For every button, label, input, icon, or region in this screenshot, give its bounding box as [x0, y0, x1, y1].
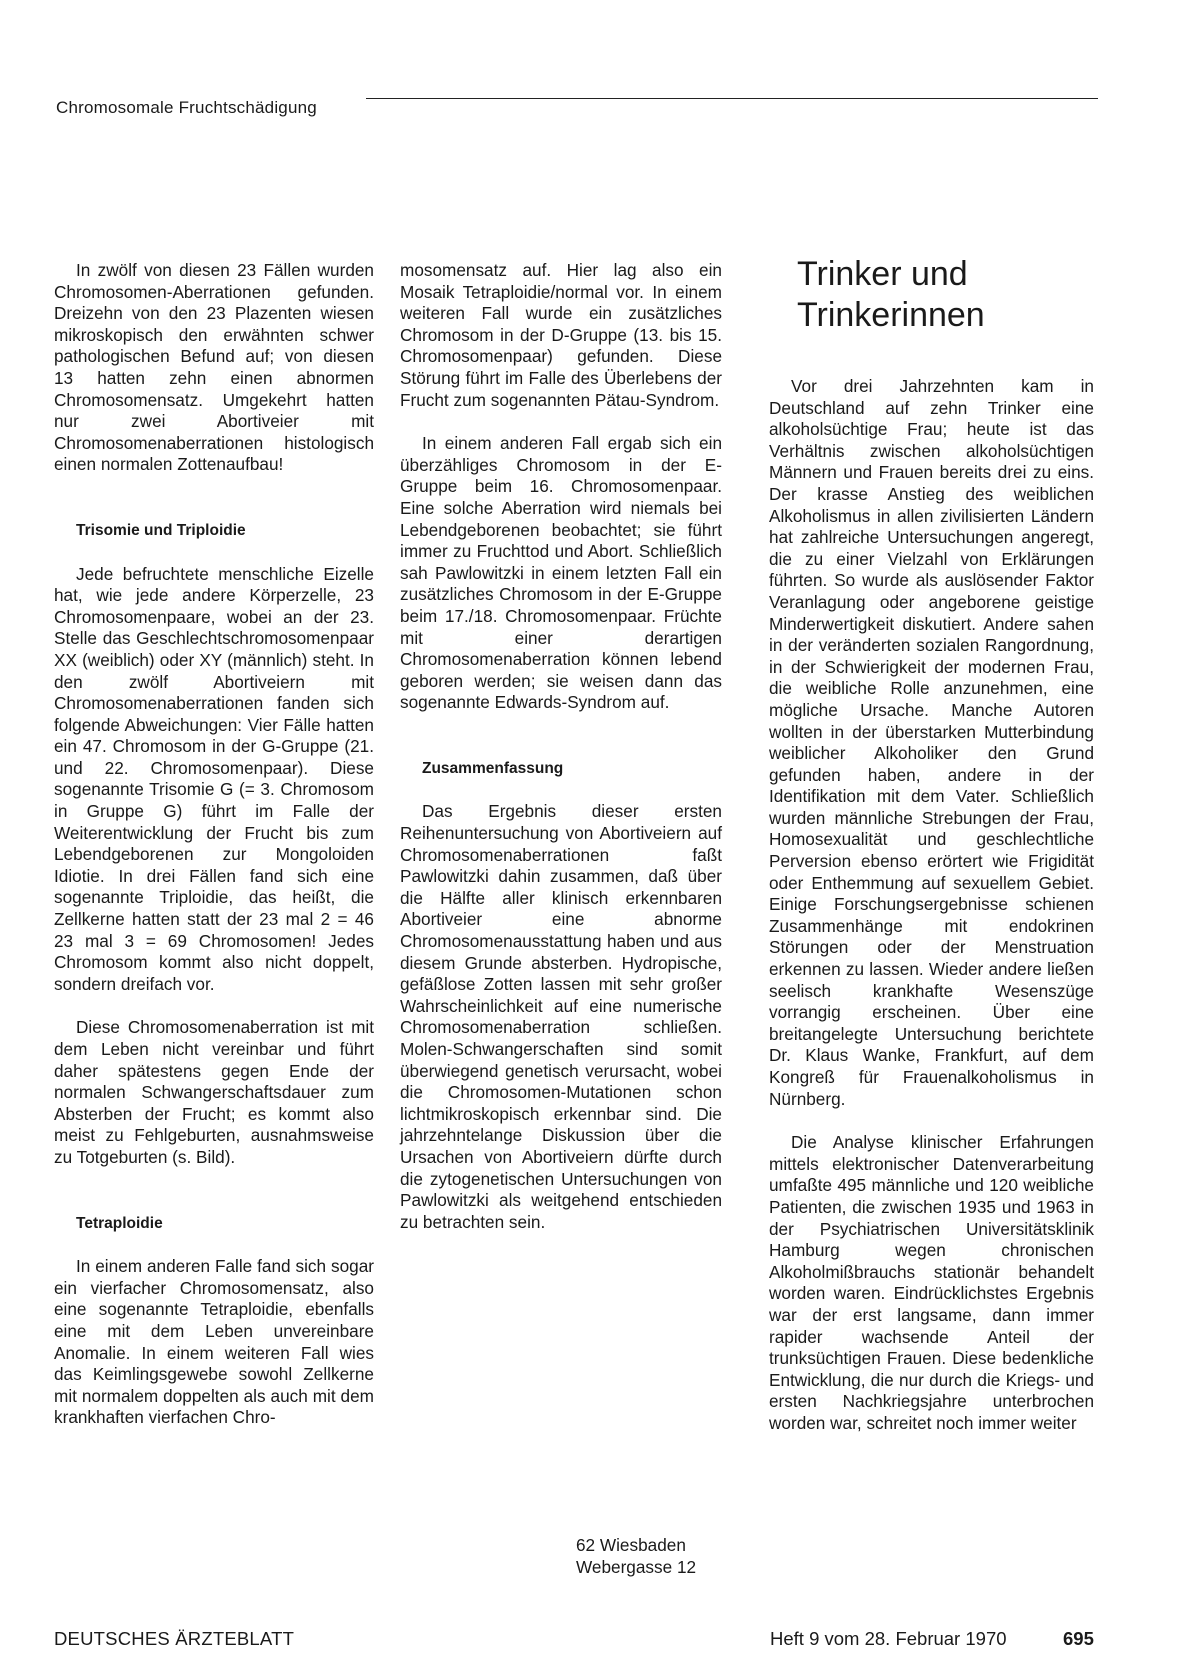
section-title: Chromosomale Fruchtschädigung: [56, 98, 317, 117]
paragraph: Das Ergebnis dieser ersten Reihenuntersuchung von Abortiveiern auf Chromosomenaberrationen faßt Pawlowitzki dahin zusammen, daß über die Hälfte aller klinisch erkennbaren Abortiveier eine abnorme Chromosomenausstattung haben und aus diesem Grunde absterben. Hydropische, gefäßlose Zotten lassen mit sehr großer Wahrscheinlichkeit auf eine numerische Chromosomenaberration schließen. Molen-Schwangerschaften sind somit überwiegend genetisch verursacht, wobei die Chromosomen-Mutationen schon lichtmikroskopisch erkennbar sind. Die jahrzehntelange Diskussion über die Ursachen von Abortiveiern dürfte durch die zytogenetischen Untersuchungen von Pawlowitzki als weitgehend entschieden zu betrachten sein.: [400, 801, 722, 1232]
issue-info: Heft 9 vom 28. Februar 1970: [770, 1628, 1007, 1649]
paragraph: In einem anderen Falle fand sich sogar ein vierfacher Chromosomensatz, also eine sogenannte Tetraploidie, ebenfalls eine mit dem Leben unvereinbare Anomalie. In einem weiteren Fall wies das Keimlingsgewebe sowohl Zellkerne mit normalem doppelten als auch mit dem krankhaften vierfachen Chro-: [54, 1256, 374, 1428]
author-address: [576, 1535, 696, 1578]
column-2: [400, 260, 722, 1233]
column-1: [54, 260, 374, 1429]
subheading-zusammenfassung: Zusammenfassung: [422, 759, 564, 777]
paragraph: In einem anderen Fall ergab sich ein überzähliges Chromosom in der E-Gruppe beim 16. Chromosomenpaar. Eine solche Aberration wird niemals bei Lebendgeborenen beobachtet; sie führt immer zu Fruchttod und Abort. Schließlich sah Pawlowitzki in einem letzten Fall ein zusätzliches Chromosom in der E-Gruppe beim 17./18. Chromosomenpaar. Früchte mit einer derartigen Chromosomenaberration können lebend geboren werden; sie weisen dann das sogenannte Edwards-Syndrom auf.: [400, 433, 722, 713]
address-street: Webergasse 12: [576, 1556, 697, 1577]
subheading-trisomie: Trisomie und Triploidie: [76, 521, 246, 539]
paragraph: mosomensatz auf. Hier lag also ein Mosaik Tetraploidie/normal vor. In einem weiteren Fall wurde ein zusätzliches Chromosom in der D-Gruppe (13. bis 15. Chromosomenpaar) gefunden. Diese Störung führt im Falle des Überlebens der Frucht zum sogenannten Pätau-Syndrom.: [400, 260, 722, 410]
paragraph: Vor drei Jahrzehnten kam in Deutschland auf zehn Trinker eine alkoholsüchtige Frau; heute ist das Verhältnis zwischen alkoholsüchtigen Männern und Frauen bereits drei zu eins. Der krasse Anstieg des weiblichen Alkoholismus in allen zivilisierten Ländern hat zahlreiche Untersuchungen angeregt, die zu einer Vielzahl von Erklärungen führten. So wurde als auslösender Faktor Veranlagung oder angeborene geistige Minderwertigkeit diskutiert. Andere sahen in der veränderten sozialen Rangordnung, in der Schwierigkeit der modernen Frau, die weibliche Rolle anzunehmen, eine mögliche Ursache. Manche Autoren wollten in der überstarken Mutterbindung weiblicher Alkoholiker den Grund gefunden haben, andere in der Identifikation mit dem Vater. Schließlich wurden männliche Strebungen der Frau, Homosexualität und geschlechtliche Perversion ebenso erörtert wie Frigidität oder Enthemmung auf sexuellem Gebiet. Einige Forschungsergebnisse schienen Zusammenhänge mit endokrinen Störungen oder der Menstruation erkennen zu lassen. Wieder andere ließen seelisch krankhafte Wesenszüge vorrangig erscheinen. Über eine breitangelegte Untersuchung berichtete Dr. Klaus Wanke, Frankfurt, auf dem Kongreß für Frauenalkoholismus in Nürnberg.: [769, 376, 1094, 1109]
article-title-line-1: Trinker und: [797, 255, 968, 293]
header-rule: [366, 98, 1098, 99]
paragraph: Jede befruchtete menschliche Eizelle hat, wie jede andere Körperzelle, 23 Chromosomenpaare, wobei an der 23. Stelle das Geschlechtschromosomenpaar XX (weiblich) oder XY (männlich) steht. In den zwölf Abortiveiern mit Chromosomenaberrationen fanden sich folgende Abweichungen: Vier Fälle hatten ein 47. Chromosom in der G-Gruppe (21. und 22. Chromosomenpaar). Diese sogenannte Trisomie G (= 3. Chromosom in Gruppe G) führt im Falle der Weiterentwicklung der Frucht bis zum Lebendgeborenen zur Mongoloiden Idiotie. In drei Fällen fand sich eine sogenannte Triploidie, das heißt, die Zellkerne hatten statt der 23 mal 2 = 46 23 mal 3 = 69 Chromosomen! Jedes Chromosom kommt also nicht doppelt, sondern dreifach vor.: [54, 563, 374, 994]
address-city: 62 Wiesbaden: [576, 1535, 686, 1555]
paragraph: Die Analyse klinischer Erfahrungen mittels elektronischer Datenverarbeitung umfaßte 495 männliche und 120 weibliche Patienten, die zwischen 1935 und 1963 in der Psychiatrischen Universitätsklinik Hamburg wegen chronischen Alkoholmißbrauchs stationär behandelt worden waren. Eindrücklichstes Ergebnis war der erst langsame, dann immer rapider wachsende Anteil der trunksüchtigen Frauen. Diese bedenkliche Entwicklung, die nur durch die Kriegs- und ersten Nachkriegsjahre unterbrochen worden war, schreitet noch immer weiter: [769, 1132, 1094, 1433]
paragraph: In zwölf von diesen 23 Fällen wurden Chromosomen-Aberrationen gefunden. Dreizehn von den 23 Plazenten wiesen mikroskopisch den erwähnten schwer pathologischen Befund auf; von diesen 13 hatten zehn einen abnormen Chromosomensatz. Umgekehrt hatten nur zwei Abortiveier mit Chromosomenaberrationen histologisch einen normalen Zottenaufbau!: [54, 260, 374, 475]
column-3: [769, 255, 1094, 1435]
paragraph: Diese Chromosomenaberration ist mit dem Leben nicht vereinbar und führt daher spätestens gegen Ende der normalen Schwangerschaftsdauer zum Absterben der Frucht; es kommt also meist zu Fehlgeburten, ausnahmsweise zu Totgeburten (s. Bild).: [54, 1017, 374, 1167]
subheading-tetraploidie: Tetraploidie: [76, 1214, 163, 1232]
article-title: [797, 254, 1094, 336]
journal-name: DEUTSCHES ÄRZTEBLATT: [54, 1628, 295, 1649]
article-title-line-2: Trinkerinnen: [797, 296, 985, 334]
page-number: 695: [1063, 1628, 1094, 1649]
